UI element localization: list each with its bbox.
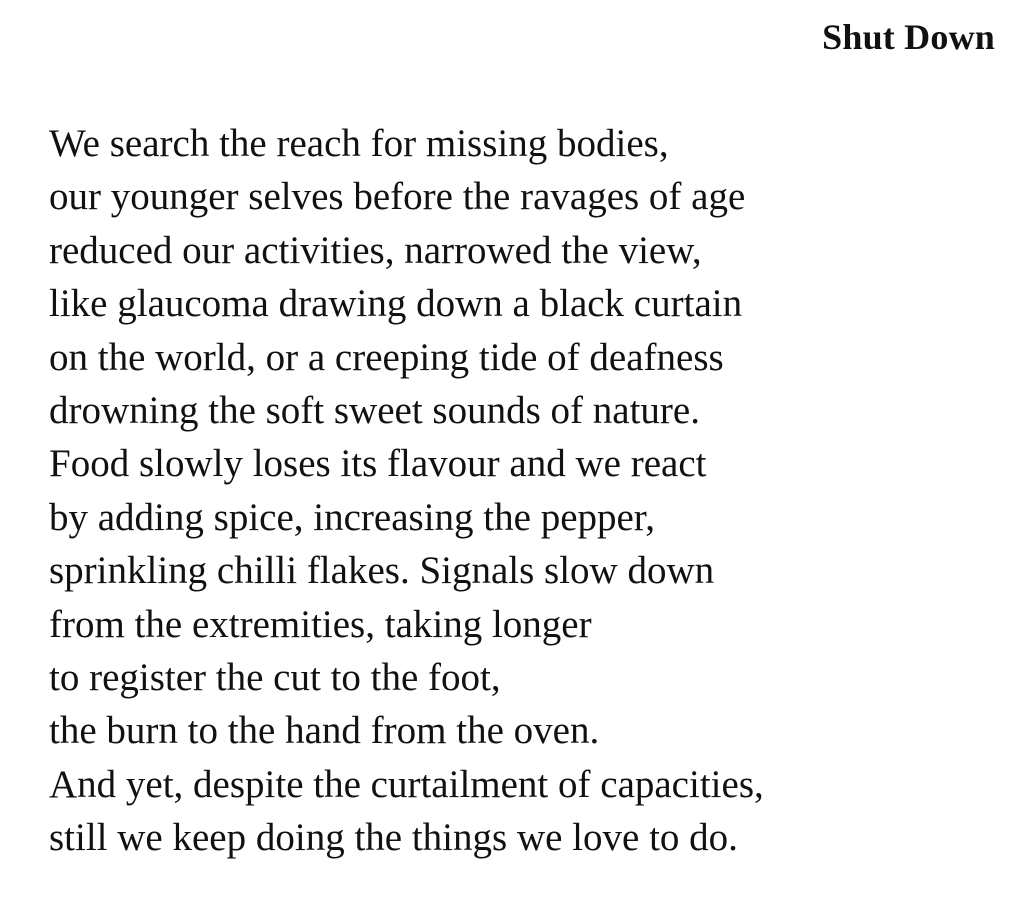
poem-line: by adding spice, increasing the pepper, <box>49 495 655 539</box>
poem-line: sprinkling chilli flakes. Signals slow down <box>49 549 715 593</box>
poem-line: We search the reach for missing bodies, <box>49 122 669 165</box>
poem-line: like glaucoma drawing down a black curtain <box>49 282 743 326</box>
poem-stanza <box>49 117 764 865</box>
poem-line: And yet, despite the curtailment of capacities, <box>49 762 764 806</box>
poem-line: drowning the soft sweet sounds of nature. <box>49 389 700 433</box>
poem-line: from the extremities, taking longer <box>49 602 592 646</box>
poem-line: our younger selves before the ravages of age <box>49 175 746 219</box>
poem-line: reduced our activities, narrowed the view, <box>49 228 702 272</box>
poem-line: still we keep doing the things we love to do. <box>49 816 738 860</box>
poem-line: to register the cut to the foot, <box>49 656 501 700</box>
poem-line: on the world, or a creeping tide of deafness <box>49 335 724 379</box>
poem-title: Shut Down <box>822 17 995 57</box>
poem-line: Food slowly loses its flavour and we react <box>49 442 707 486</box>
poem-line: the burn to the hand from the oven. <box>49 709 600 753</box>
